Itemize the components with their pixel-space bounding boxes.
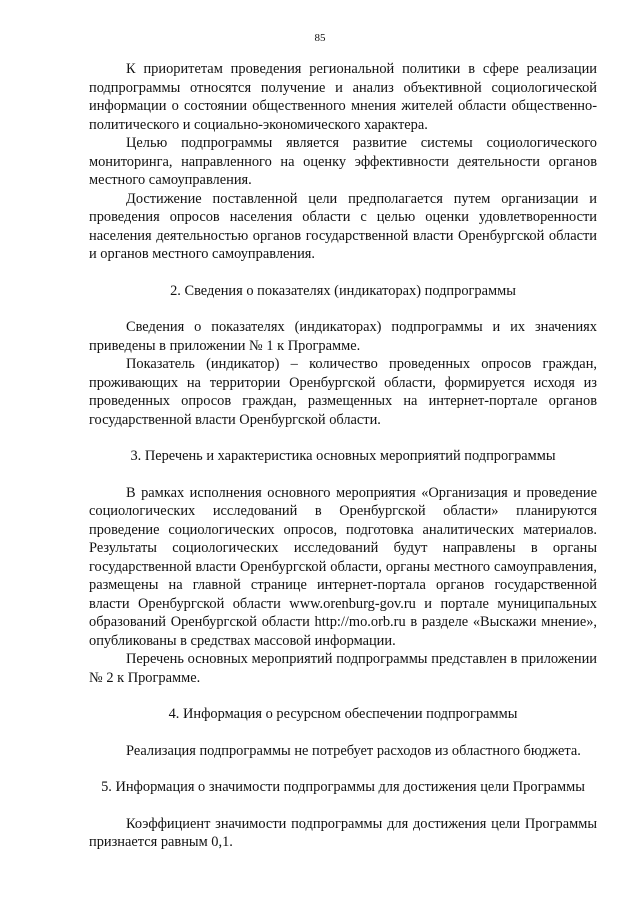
- paragraph-indicators: Сведения о показателях (индикаторах) подпрограммы и их значениях приведены в приложении № 1 к Программе.: [89, 319, 597, 354]
- paragraph-achievement: Достижение поставленной цели предполагается путем организации и проведения опросов населения области с целью оценки удовлетворенности населения деятельностью органов государственной власти Оренбургской области и органов местного самоуправления.: [89, 190, 597, 262]
- document-body: [89, 60, 597, 852]
- section-heading-5: 5. Информация о значимости подпрограммы для достижения цели Программы: [101, 779, 585, 795]
- paragraph-indicator-definition: Показатель (индикатор) – количество проведенных опросов граждан, проживающих на территории Оренбургской области, формируется исходя из проведенных опросов граждан, размещенных на интернет-портале органов государственной власти Оренбургской области.: [89, 356, 597, 428]
- paragraph-priorities: К приоритетам проведения региональной политики в сфере реализации подпрограммы относятся получение и анализ объективной социологической информации о состоянии общественного мнения жителей области общественно-политического и социально-экономического характера.: [89, 61, 597, 133]
- paragraph-main-activity: В рамках исполнения основного мероприятия «Организация и проведение социологических исследований в Оренбургской области» планируются проведение социологических опросов, подготовка аналитических материалов. Результаты социологических исследований будут направлены в органы государственной власти Оренбургской области, органы местного самоуправления, размещены на главной странице интернет-портала органов государственной власти Оренбургской области www.orenburg-gov.ru и портале муниципальных образований Оренбургской области http://mo.orb.ru в разделе «Выскажи мнение», опубликованы в средствах массовой информации.: [89, 484, 597, 649]
- section-heading-3: 3. Перечень и характеристика основных мероприятий подпрограммы: [130, 448, 556, 464]
- page-number: 85: [314, 32, 326, 44]
- paragraph-activity-list: Перечень основных мероприятий подпрограммы представлен в приложении № 2 к Программе.: [89, 651, 597, 686]
- section-heading-4: 4. Информация о ресурсном обеспечении подпрограммы: [168, 706, 518, 722]
- paragraph-resources: Реализация подпрограммы не потребует расходов из областного бюджета.: [126, 742, 581, 759]
- paragraph-significance: Коэффициент значимости подпрограммы для достижения цели Программы признается равным 0,1.: [89, 815, 597, 850]
- section-heading-2: 2. Сведения о показателях (индикаторах) подпрограммы: [170, 282, 516, 299]
- paragraph-goal: Целью подпрограммы является развитие системы социологического мониторинга, направленного на оценку эффективности деятельности органов местного самоуправления.: [89, 135, 597, 188]
